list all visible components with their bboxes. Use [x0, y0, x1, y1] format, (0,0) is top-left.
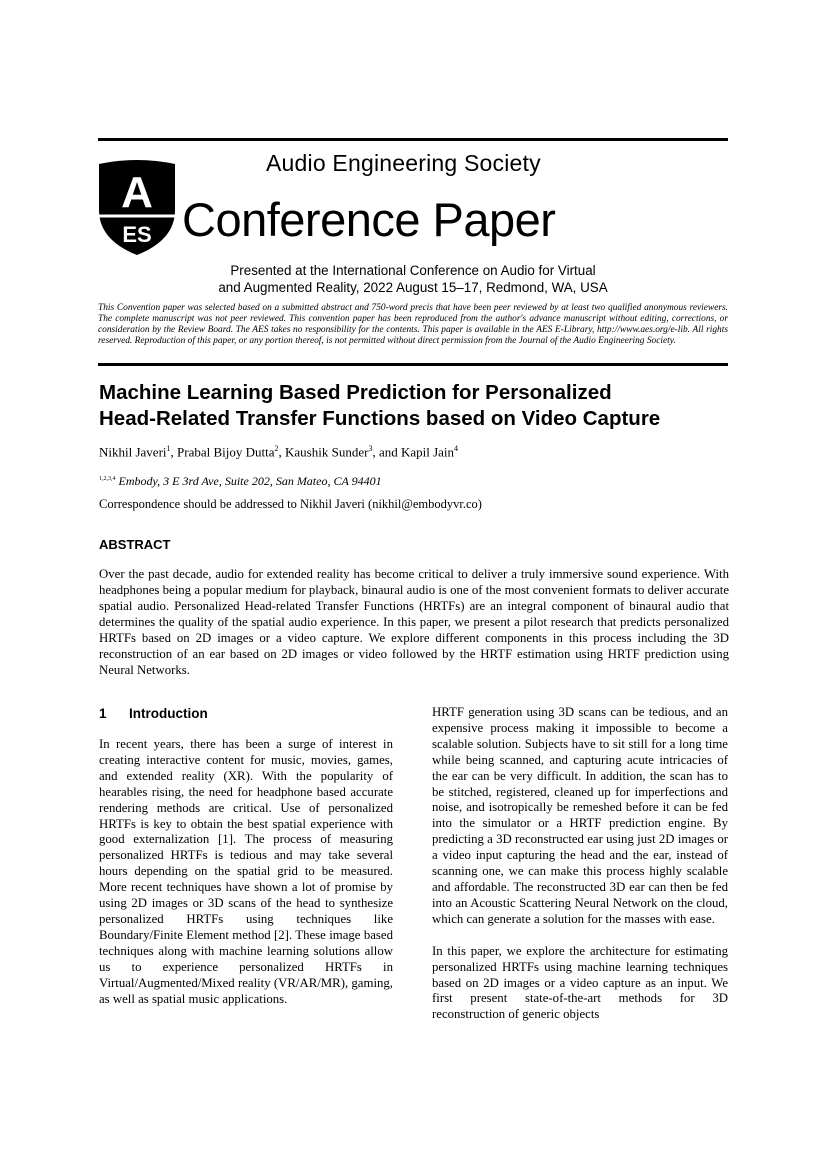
header-top-rule	[98, 138, 728, 141]
author-sup: 3	[368, 444, 373, 453]
author-name: Kaushik Sunder	[285, 444, 369, 460]
author-sup: 4	[454, 444, 459, 453]
disclaimer: This Convention paper was selected based on a submitted abstract and 750-word precis that have been peer reviewed by at least two qualified anonymous reviewers. The complete manuscript was not peer reviewed. This convention paper has been reproduced from the author's advance manuscript without editing, corrections, or consideration by the Review Board. The AES takes no responsibility for the contents. This paper is available in the AES E-Library, http://www.aes.org/e-lib. All rights reserved. Reproduction of this paper, or any portion thereof, is not permitted without direct permission from the Journal of the Audio Engineering Society.	[98, 303, 728, 346]
body-paragraph: HRTF generation using 3D scans can be tedious, and an expensive process making it impossible to become a scalable solution. Subjects have to sit still for a long time while being scanned, and capturing acute intricacies of the ear can be very difficult. In addition, the scan has to be stitched, registered, cleaned up for imperfections and noise, and isotropically be remeshed before it can be fed into the simulator or a HRTF prediction engine. By predicting a 3D reconstructed ear using just 2D images or a video input capturing the head and the ear, instead of scanning one, we can make this process highly scalable and affordable. The reconstructed 3D ear can then be fed into an Acoustic Scattering Neural Network on the cloud, which can generate a solution for the masses with ease.	[432, 705, 728, 926]
body-paragraph: In recent years, there has been a surge of interest in creating interactive content for music, movies, games, and extended reality (XR). With the popularity of hearables rising, the need for headphone based accurate rendering methods are critical. Use of personalized HRTFs is key to obtain the best spatial experience with good externalization [1]. The process of measuring personalized HRTFs is tedious and may take several hours depending on the spatial grid to be measured. More recent techniques have shown a lot of promise by using 2D images or 3D scans of the head to synthesize personalized HRTFs using techniques like Boundary/Finite Element method [2]. These image based techniques along with machine learning solutions allow us to experience personalized HRTFs in Virtual/Augmented/Mixed reality (VR/AR/MR), gaming, as well as spatial music applications.	[99, 737, 393, 1006]
author-name: Kapil Jain	[400, 444, 455, 460]
affiliation-sup: 1,2,3,4	[99, 476, 116, 482]
correspondence: Correspondence should be addressed to Nikhil Javeri (nikhil@embodyvr.co)	[99, 497, 482, 511]
abstract-heading: ABSTRACT	[99, 537, 171, 552]
affiliation	[99, 474, 382, 489]
author-sep: ,	[278, 444, 286, 460]
logo-letter-a: A	[121, 168, 153, 217]
abstract-text: Over the past decade, audio for extended reality has become critical to deliver a truly immersive sound experience. With headphones being a popular medium for playback, binaural audio is one of the most convenient formats to deliver accurate spatial audio. Personalized Head-related Transfer Functions (HRTFs) are an integral component of binaural audio that determines the quality of the spatial audio experience. In this paper, we present a pilot research that predicts personalized HRTFs based on 2D images or a video capture. We explore different components in this process including the 3D reconstruction of an ear based on 2D images or video followed by the HRTF estimation using HRTF prediction using Neural Networks.	[99, 567, 729, 677]
author-name: Nikhil Javeri	[99, 444, 167, 460]
body-paragraph: In this paper, we explore the architecture for estimating personalized HRTFs using machine learning techniques based on 2D images or a video capture as an input. We first present state-of-the-art methods for 3D reconstruction of generic objects	[432, 943, 728, 1022]
document-type: Conference Paper	[182, 193, 556, 246]
header-bottom-rule	[98, 363, 728, 366]
section-number: 1	[99, 706, 107, 721]
right-column	[432, 705, 728, 1023]
affiliation-text: Embody, 3 E 3rd Ave, Suite 202, San Mateo, CA 94401	[118, 474, 382, 488]
society-name: Audio Engineering Society	[266, 150, 541, 176]
author-sup: 1	[166, 444, 171, 453]
logo-letters-es: ES	[122, 222, 152, 247]
author-sep: ,	[170, 444, 178, 460]
author-name: Prabal Bijoy Dutta	[177, 444, 275, 460]
author-list	[99, 444, 458, 460]
title-line-2: Head-Related Transfer Functions based on Video Capture	[99, 407, 661, 430]
section-heading	[99, 706, 208, 721]
title-line-1: Machine Learning Based Prediction for Personalized	[99, 381, 612, 404]
paper-title	[99, 380, 729, 432]
author-sup: 2	[274, 444, 279, 453]
presented-line-2: and Augmented Reality, 2022 August 15–17, Redmond, WA, USA	[218, 280, 608, 295]
author-sep: , and	[372, 444, 401, 460]
presented-at	[98, 262, 728, 296]
left-column	[99, 737, 393, 1007]
presented-line-1: Presented at the International Conference on Audio for Virtual	[230, 263, 596, 278]
section-title: Introduction	[129, 706, 208, 721]
aes-logo	[97, 160, 177, 256]
